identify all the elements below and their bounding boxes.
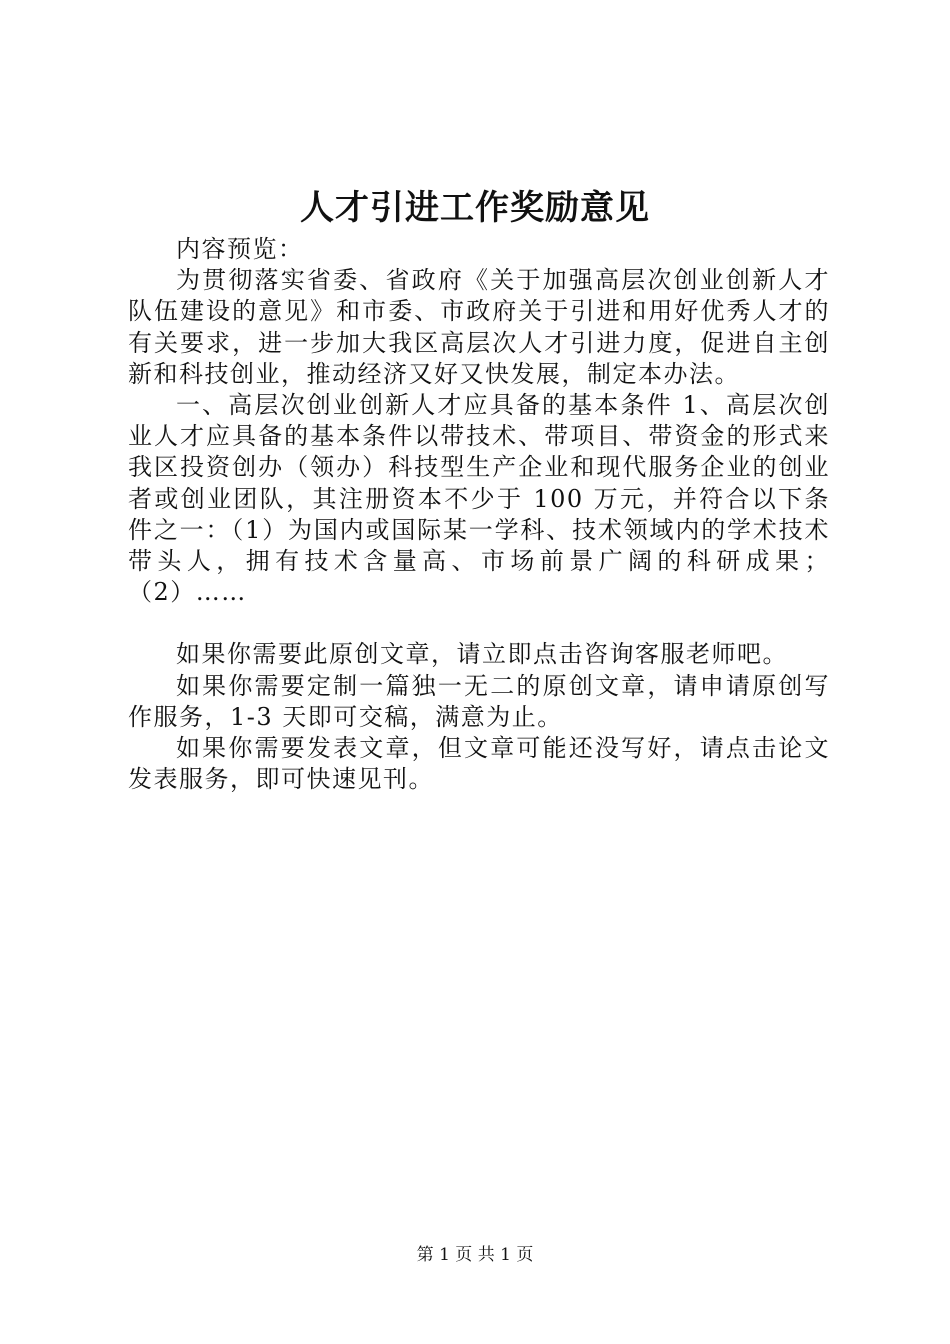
document-title: 人才引进工作奖励意见 (300, 188, 650, 228)
notice-original-article: 如果你需要此原创文章，请立即点击咨询客服老师吧。 (176, 640, 788, 669)
body-paragraph: 一、高层次创业创新人才应具备的基本条件 1、高层次创业人才应具备的基本条件以带技术、带项目、带资金的形式来我区投资创办（领办）科技型生产企业和现代服务企业的创业者或创业团队，其注册资本不少于 100 万元，并符合以下条件之一：（1）为国内或国际某一学科、技术领域内的学术技术带头人，拥有技术含量高、市场前景广阔的科研成果；（2）…… (128, 391, 830, 607)
preview-label: 内容预览： (176, 235, 304, 263)
notice-custom-writing: 如果你需要定制一篇独一无二的原创文章，请申请原创写作服务，1-3 天即可交稿，满意为止。 (128, 671, 830, 731)
document-body (128, 234, 830, 795)
notice-publishing-service: 如果你需要发表文章，但文章可能还没写好，请点击论文发表服务，即可快速见刊。 (128, 734, 830, 794)
page-number-footer: 第 1 页 共 1 页 (416, 1245, 534, 1265)
body-paragraph: 为贯彻落实省委、省政府《关于加强高层次创业创新人才队伍建设的意见》和市委、市政府关于引进和用好优秀人才的有关要求，进一步加大我区高层次人才引进力度，促进自主创新和科技创业，推动经济又好又快发展，制定本办法。 (128, 266, 830, 388)
